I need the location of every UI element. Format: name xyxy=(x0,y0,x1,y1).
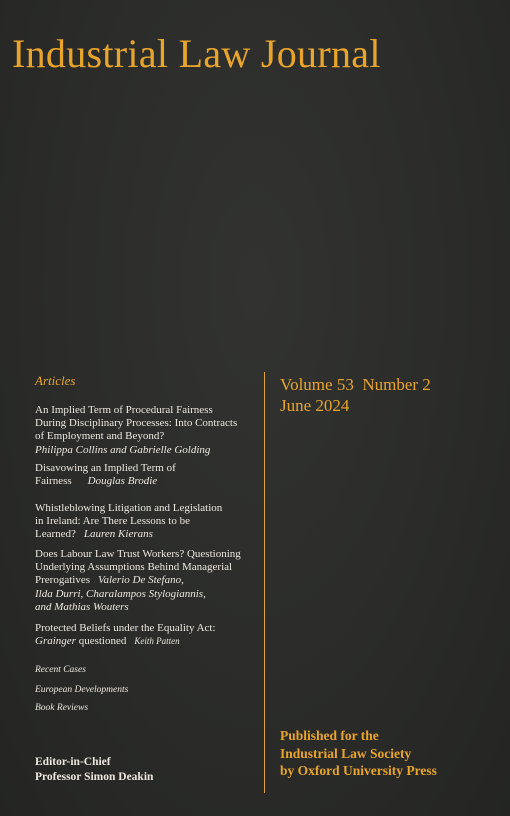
article-4-title-line: Prerogatives xyxy=(35,574,90,587)
article-2-title-line: Fairness xyxy=(35,475,72,488)
journal-title: Industrial Law Journal xyxy=(12,31,381,76)
article-1-title-line: During Disciplinary Processes: Into Contracts xyxy=(35,417,238,430)
article-3-title-line: in Ireland: Are There Lessons to be xyxy=(35,515,190,528)
volume-number: Volume 53 Number 2 xyxy=(280,375,431,394)
article-3 xyxy=(35,502,260,542)
article-1-title-line: An Implied Term of Procedural Fairness xyxy=(35,404,213,416)
section-book-reviews: Book Reviews xyxy=(35,703,89,713)
article-2-title-line: Disavowing an Implied Term of xyxy=(35,462,176,474)
issue-date: June 2024 xyxy=(280,396,350,415)
article-5-title-italic: Grainger xyxy=(35,635,76,648)
article-1 xyxy=(35,404,260,457)
article-2-title-last-line xyxy=(35,475,260,488)
publisher-line: Published for the xyxy=(280,728,379,743)
article-3-authors: Lauren Kierans xyxy=(83,528,153,541)
article-4-authors: Valerio De Stefano, xyxy=(97,574,184,587)
article-4-title-line: Does Labour Law Trust Workers? Questioning xyxy=(35,548,241,560)
issue-info xyxy=(280,374,431,416)
article-3-title-line: Learned? xyxy=(35,528,76,541)
editor-block xyxy=(35,755,153,784)
article-5-title-last-line xyxy=(35,635,260,648)
article-5 xyxy=(35,622,260,648)
section-european-developments: European Developments xyxy=(35,685,129,695)
articles-heading: Articles xyxy=(35,373,76,388)
publisher-line: Industrial Law Society xyxy=(280,745,412,761)
editor-name: Professor Simon Deakin xyxy=(35,770,154,783)
article-4-title-line: Underlying Assumptions Behind Managerial xyxy=(35,561,233,574)
article-5-authors: Keith Patten xyxy=(134,636,180,647)
publisher-block xyxy=(280,727,437,780)
publisher-line: by Oxford University Press xyxy=(280,763,437,778)
article-4-authors: Ilda Durri, Charalampos Stylogiannis, xyxy=(35,587,206,600)
article-4-title-last-line xyxy=(35,574,260,587)
editor-role: Editor-in-Chief xyxy=(35,756,111,768)
article-5-title-tail: questioned xyxy=(75,635,127,648)
article-1-authors: Philippa Collins and Gabrielle Golding xyxy=(35,443,211,456)
article-1-title-line: of Employment and Beyond? xyxy=(35,430,165,443)
column-divider xyxy=(264,372,265,793)
article-3-title-line: Whistleblowing Litigation and Legislation xyxy=(35,502,223,514)
article-4-authors: and Mathias Wouters xyxy=(35,600,129,613)
article-2-authors: Douglas Brodie xyxy=(87,475,158,488)
article-4 xyxy=(35,548,260,614)
article-5-title-line: Protected Beliefs under the Equality Act: xyxy=(35,622,216,634)
article-3-title-last-line xyxy=(35,528,260,541)
section-recent-cases: Recent Cases xyxy=(35,665,86,675)
article-2 xyxy=(35,462,260,488)
